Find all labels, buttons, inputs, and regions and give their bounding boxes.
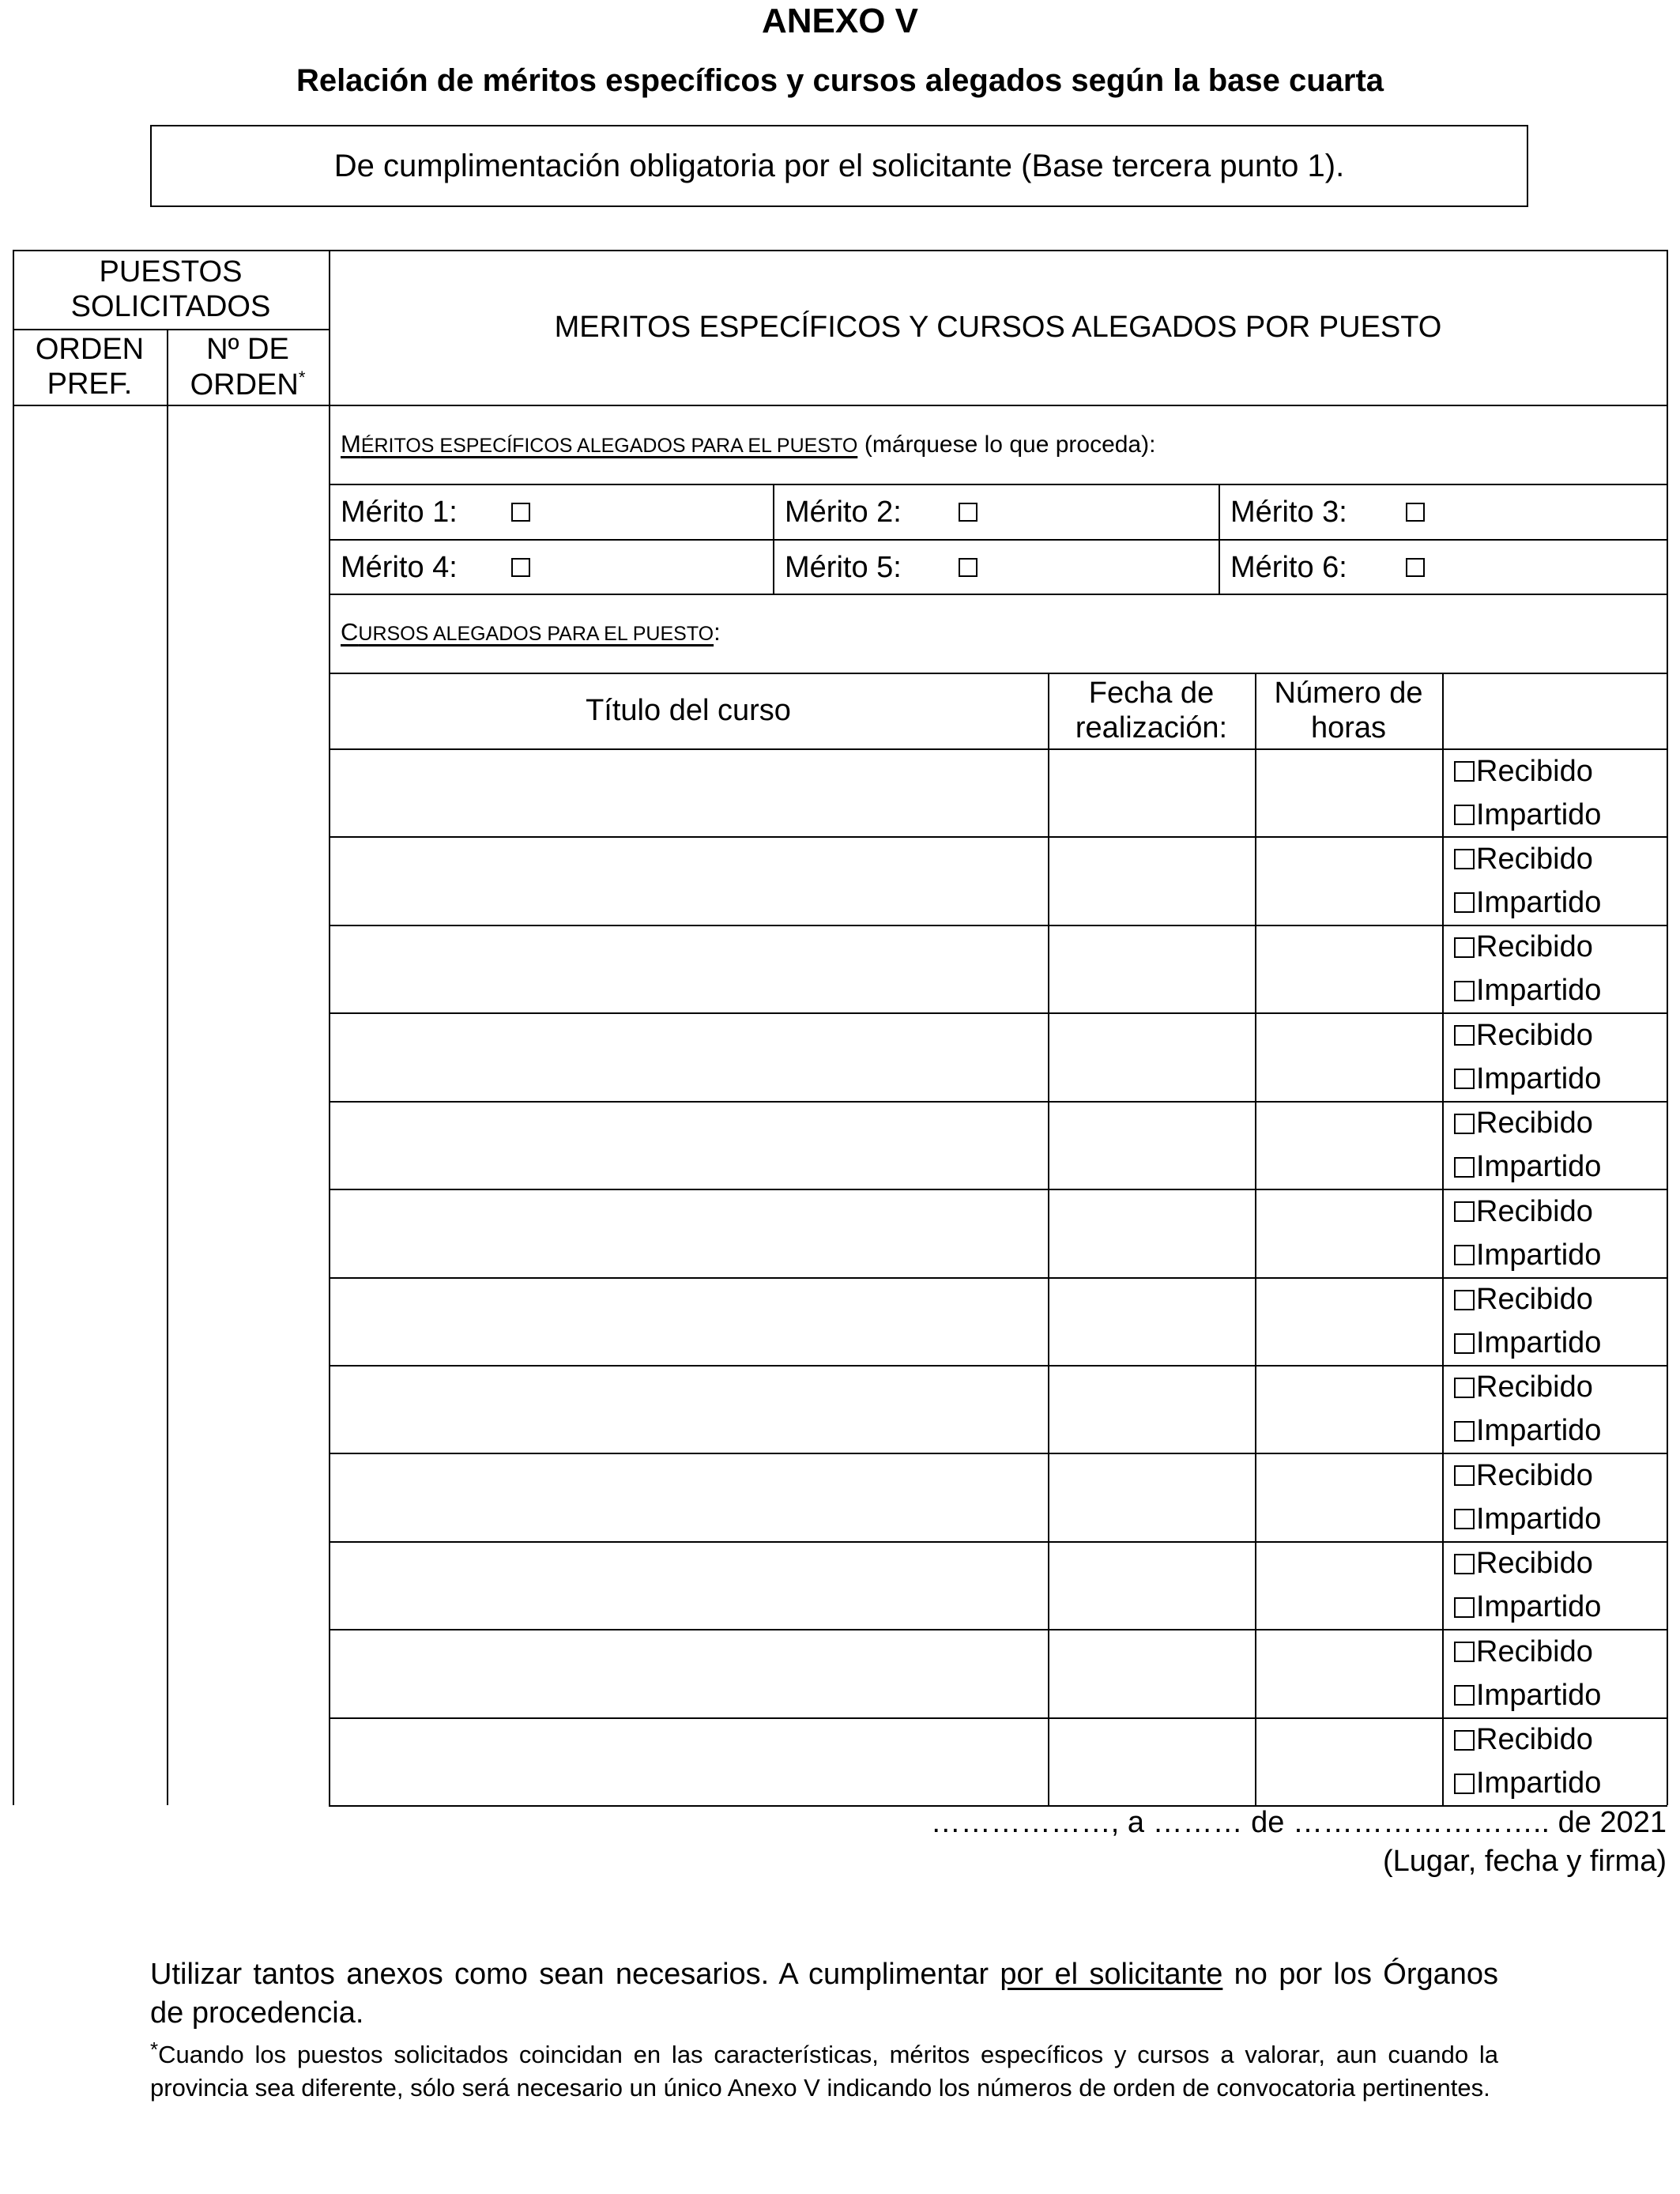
usage-text-start: Utilizar tantos anexos como sean necesarios. A cumplimentar [150, 1958, 989, 1991]
mandatory-notice-text: De cumplimentación obligatoria por el solicitante (Base tercera punto 1). [333, 148, 1345, 183]
course-date-cell[interactable] [1049, 750, 1253, 835]
meritos-section-heading [341, 430, 857, 458]
col-fecha-line1: Fecha de [1088, 677, 1215, 711]
merit-1-checkbox[interactable] [511, 503, 530, 522]
course-date-cell[interactable] [1049, 1543, 1253, 1628]
taught-checkbox[interactable] [1454, 1333, 1475, 1354]
course-date-cell[interactable] [1049, 1719, 1253, 1804]
received-label: Recibido [1476, 1370, 1593, 1404]
course-date-cell[interactable] [1049, 1367, 1253, 1452]
course-title-cell[interactable] [330, 1014, 1046, 1099]
taught-checkbox[interactable] [1454, 892, 1475, 913]
numero-orden-header [167, 330, 329, 405]
merit-col-divider-1 [773, 484, 774, 594]
received-checkbox[interactable] [1454, 1114, 1475, 1134]
orden-pref-header [13, 330, 167, 405]
merit-1 [341, 485, 530, 539]
received-checkbox[interactable] [1454, 1730, 1475, 1751]
puestos-solicitados-header [13, 251, 329, 329]
taught-label: Impartido [1476, 1414, 1602, 1448]
numero-header-line2 [190, 368, 306, 403]
taught-checkbox[interactable] [1454, 1509, 1475, 1529]
course-date-cell[interactable] [1049, 1279, 1253, 1364]
course-hours-cell[interactable] [1256, 926, 1441, 1012]
col-horas-header [1255, 674, 1442, 748]
orden-col-divider [167, 329, 168, 1805]
taught-label: Impartido [1476, 1061, 1602, 1095]
taught-option [1454, 1762, 1601, 1805]
merit-3-label: Mérito 3: [1230, 495, 1347, 529]
merit-6-checkbox[interactable] [1406, 558, 1425, 577]
main-column-header [329, 251, 1667, 405]
merit-col-divider-2 [1219, 484, 1220, 594]
received-option [1454, 1630, 1593, 1673]
received-checkbox[interactable] [1454, 761, 1475, 782]
cursos-rest: URSOS ALEGADOS PARA EL PUESTO [358, 623, 714, 645]
signature-caption: (Lugar, fecha y firma) [1382, 1845, 1667, 1878]
taught-option [1454, 1674, 1601, 1717]
received-option [1454, 838, 1593, 880]
usage-text-end: no por los Órganos de procedencia. [150, 1958, 1499, 2030]
taught-label: Impartido [1476, 1326, 1602, 1360]
header-bottom-border [13, 405, 1667, 406]
course-date-cell[interactable] [1049, 926, 1253, 1012]
received-label: Recibido [1476, 842, 1593, 876]
cursos-colon: : [714, 618, 721, 646]
taught-option [1454, 1322, 1601, 1365]
received-option [1454, 1190, 1593, 1233]
received-label: Recibido [1476, 1547, 1593, 1581]
course-hours-cell[interactable] [1256, 1367, 1441, 1452]
course-hours-cell[interactable] [1256, 1630, 1441, 1716]
footnote-mark: * [150, 2038, 159, 2061]
taught-label: Impartido [1476, 1766, 1602, 1800]
merit-2 [785, 485, 977, 539]
course-title-cell[interactable] [330, 1367, 1046, 1452]
taught-label: Impartido [1476, 1502, 1602, 1536]
cursos-section-label [341, 618, 721, 647]
cursos-initial: C [341, 618, 359, 646]
merit-5-checkbox[interactable] [959, 558, 977, 577]
course-hours-cell[interactable] [1256, 1719, 1441, 1804]
merit-5-label: Mérito 5: [785, 550, 902, 584]
merit-3-checkbox[interactable] [1406, 503, 1425, 522]
merit-1-label: Mérito 1: [341, 495, 458, 529]
received-option [1454, 1103, 1593, 1145]
footnote [150, 2033, 1498, 2105]
received-checkbox[interactable] [1454, 1290, 1475, 1310]
received-label: Recibido [1476, 1018, 1593, 1052]
taught-option [1454, 1146, 1601, 1189]
course-hours-cell[interactable] [1256, 1279, 1441, 1364]
received-checkbox[interactable] [1454, 1201, 1475, 1222]
taught-label: Impartido [1476, 797, 1602, 831]
course-hours-cell[interactable] [1256, 1190, 1441, 1276]
course-date-cell[interactable] [1049, 1014, 1253, 1099]
received-label: Recibido [1476, 930, 1593, 964]
taught-option [1454, 1057, 1601, 1100]
received-checkbox[interactable] [1454, 1465, 1475, 1486]
taught-label: Impartido [1476, 885, 1602, 919]
received-label: Recibido [1476, 754, 1593, 788]
table-right-border [1667, 250, 1668, 1805]
meritos-section-label [341, 430, 1155, 458]
taught-checkbox[interactable] [1454, 805, 1475, 825]
taught-label: Impartido [1476, 974, 1602, 1008]
course-title-cell[interactable] [330, 1719, 1046, 1804]
received-option [1454, 1454, 1593, 1497]
taught-checkbox[interactable] [1454, 1685, 1475, 1706]
puestos-header-line2: SOLICITADOS [70, 290, 271, 323]
taught-checkbox[interactable] [1454, 1597, 1475, 1618]
received-checkbox[interactable] [1454, 937, 1475, 958]
cursos-section-heading [341, 618, 714, 646]
merit-6-label: Mérito 6: [1230, 550, 1347, 584]
table-left-border [13, 250, 14, 1805]
annex-subtitle: Relación de méritos específicos y cursos alegados según la base cuarta [296, 63, 1384, 98]
usage-instructions [150, 1955, 1498, 2033]
merit-2-label: Mérito 2: [785, 495, 902, 529]
merit-6 [1230, 541, 1425, 594]
taught-checkbox[interactable] [1454, 981, 1475, 1001]
received-checkbox[interactable] [1454, 849, 1475, 869]
course-hours-cell[interactable] [1256, 1103, 1441, 1188]
received-label: Recibido [1476, 1194, 1593, 1228]
course-date-cell[interactable] [1049, 1630, 1253, 1716]
received-checkbox[interactable] [1454, 1642, 1475, 1662]
col-horas-line2: horas [1310, 711, 1387, 745]
mandatory-notice-box [150, 125, 1528, 207]
course-title-cell[interactable] [330, 838, 1046, 923]
course-hours-cell[interactable] [1256, 1543, 1441, 1628]
taught-option [1454, 1498, 1601, 1540]
merit-4 [341, 541, 530, 594]
main-header-text: MERITOS ESPECÍFICOS Y CURSOS ALEGADOS POR PUESTO [554, 311, 1442, 345]
received-label: Recibido [1476, 1723, 1593, 1757]
received-option [1454, 1279, 1593, 1321]
taught-label: Impartido [1476, 1238, 1602, 1272]
course-title-cell[interactable] [330, 926, 1046, 1012]
meritos-initial: M [341, 430, 361, 458]
merit-3 [1230, 485, 1425, 539]
meritos-note: (márquese lo que proceda): [864, 432, 1156, 458]
course-title-cell[interactable] [330, 1543, 1046, 1628]
received-checkbox[interactable] [1454, 1378, 1475, 1398]
footnote-text: Cuando los puestos solicitados coincidan en las características, méritos específicos y cursos a valorar, aun cuando la provincia sea diferente, sólo será necesario un único Anexo V indicando los números de orden de convocatoria pertinentes. [150, 2041, 1498, 2102]
received-option [1454, 1014, 1593, 1057]
merit-4-checkbox[interactable] [511, 558, 530, 577]
received-option [1454, 750, 1593, 793]
taught-checkbox[interactable] [1454, 1245, 1475, 1265]
received-label: Recibido [1476, 1634, 1593, 1668]
received-option [1454, 1367, 1593, 1409]
course-hours-cell[interactable] [1256, 1454, 1441, 1540]
taught-label: Impartido [1476, 1590, 1602, 1624]
col-titulo-text: Título del curso [586, 694, 791, 728]
annex-title: ANEXO V [761, 2, 919, 40]
merit-5 [785, 541, 977, 594]
course-title-cell[interactable] [330, 1279, 1046, 1364]
course-date-cell[interactable] [1049, 838, 1253, 923]
usage-text-underlined: por el solicitante [1000, 1958, 1223, 1991]
merit-2-checkbox[interactable] [959, 503, 977, 522]
course-title-cell[interactable] [330, 1630, 1046, 1716]
col-fecha-header [1048, 674, 1255, 748]
course-date-cell[interactable] [1049, 1190, 1253, 1276]
taught-label: Impartido [1476, 1150, 1602, 1184]
numero-header-line1: Nº DE [206, 332, 289, 366]
course-title-cell[interactable] [330, 1103, 1046, 1188]
received-label: Recibido [1476, 1283, 1593, 1317]
taught-checkbox[interactable] [1454, 1421, 1475, 1442]
received-label: Recibido [1476, 1106, 1593, 1140]
taught-option [1454, 881, 1601, 924]
merit-4-label: Mérito 4: [341, 550, 458, 584]
received-checkbox[interactable] [1454, 1025, 1475, 1046]
course-hours-cell[interactable] [1256, 750, 1441, 835]
signature-line: ………………, a ……… de …………………….. de 2021 [930, 1806, 1667, 1839]
col-titulo-header [329, 674, 1048, 748]
taught-checkbox[interactable] [1454, 1069, 1475, 1089]
course-title-cell[interactable] [330, 1190, 1046, 1276]
taught-option [1454, 1234, 1601, 1276]
received-label: Recibido [1476, 1458, 1593, 1492]
taught-option [1454, 1586, 1601, 1629]
course-title-cell[interactable] [330, 750, 1046, 835]
course-title-cell[interactable] [330, 1454, 1046, 1540]
received-option [1454, 1719, 1593, 1762]
course-date-cell[interactable] [1049, 1454, 1253, 1540]
orden-header-line2: PREF. [47, 368, 133, 401]
puestos-header-line1: PUESTOS [99, 255, 243, 289]
orden-header-line1: ORDEN [35, 333, 145, 367]
meritos-rest: ÉRITOS ESPECÍFICOS ALEGADOS PARA EL PUESTO [360, 435, 858, 457]
received-option [1454, 926, 1593, 969]
taught-checkbox[interactable] [1454, 1774, 1475, 1794]
taught-checkbox[interactable] [1454, 1157, 1475, 1178]
course-hours-cell[interactable] [1256, 838, 1441, 923]
received-checkbox[interactable] [1454, 1554, 1475, 1574]
numero-header-word: ORDEN [190, 368, 299, 401]
col-horas-line1: Número de [1274, 677, 1423, 711]
received-option [1454, 1543, 1593, 1585]
taught-option [1454, 1410, 1601, 1453]
taught-option [1454, 970, 1601, 1012]
course-hours-cell[interactable] [1256, 1014, 1441, 1099]
course-date-cell[interactable] [1049, 1103, 1253, 1188]
taught-option [1454, 794, 1601, 836]
footnote-asterisk: * [298, 367, 306, 387]
col-fecha-line2: realización: [1075, 711, 1228, 745]
taught-label: Impartido [1476, 1678, 1602, 1712]
options-col-divider [1442, 673, 1444, 1805]
